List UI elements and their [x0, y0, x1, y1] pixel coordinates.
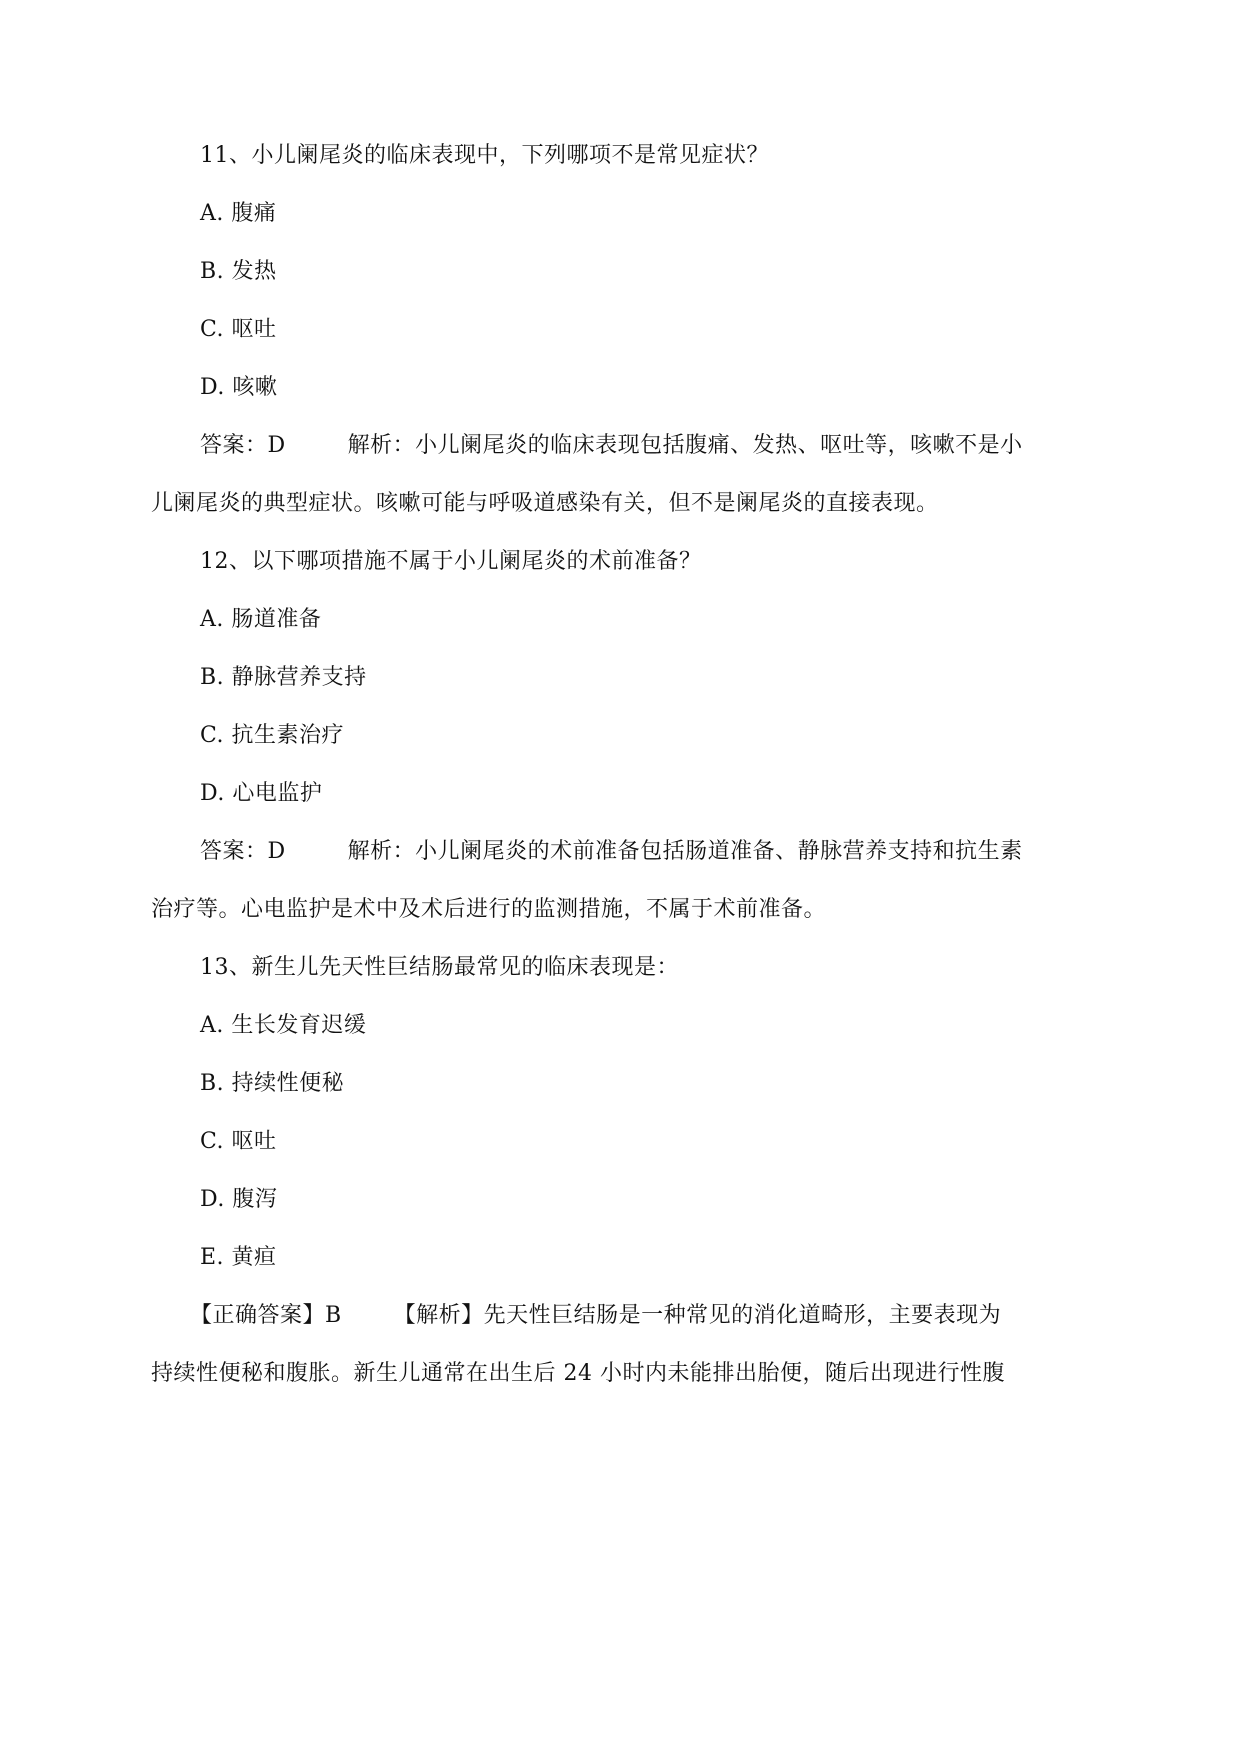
question-11-option-d: D. 咳嗽: [200, 375, 278, 400]
question-12-stem: 12、以下哪项措施不属于小儿阑尾炎的术前准备？: [200, 549, 702, 574]
question-11-option-c: C. 呕吐: [200, 317, 277, 342]
question-11-stem: 11、小儿阑尾炎的临床表现中，下列哪项不是常见症状？: [200, 143, 769, 168]
question-12-analysis-line1: 解析：小儿阑尾炎的术前准备包括肠道准备、静脉营养支持和抗生素: [347, 839, 1023, 864]
question-11-analysis-line2: 儿阑尾炎的典型症状。咳嗽可能与呼吸道感染有关，但不是阑尾炎的直接表现。: [151, 491, 939, 516]
question-13-analysis-line2: 持续性便秘和腹胀。新生儿通常在出生后 24 小时内未能排出胎便，随后出现进行性腹: [151, 1361, 1005, 1386]
question-12-answer: 答案：D: [200, 839, 286, 864]
question-11-option-b: B. 发热: [200, 259, 277, 284]
question-12-option-c: C. 抗生素治疗: [200, 723, 345, 748]
question-13-answer: 【正确答案】B: [190, 1303, 342, 1328]
question-11-option-a: A. 腹痛: [200, 201, 277, 226]
question-12-answer-row: [200, 837, 1023, 867]
question-11-answer-row: [200, 431, 1023, 461]
question-13-analysis-line1: 【解析】先天性巨结肠是一种常见的消化道畸形，主要表现为: [393, 1303, 1002, 1328]
question-12-option-d: D. 心电监护: [200, 781, 323, 806]
question-11-answer: 答案：D: [200, 433, 286, 458]
question-12-option-a: A. 肠道准备: [200, 607, 322, 632]
question-13-answer-row: [190, 1301, 1001, 1331]
question-13-option-c: C. 呕吐: [200, 1129, 277, 1154]
question-12-option-b: B. 静脉营养支持: [200, 665, 367, 690]
question-12-analysis-line2: 治疗等。心电监护是术中及术后进行的监测措施，不属于术前准备。: [151, 897, 827, 922]
question-13-option-d: D. 腹泻: [200, 1187, 278, 1212]
question-13-option-e: E. 黄疸: [200, 1245, 277, 1270]
question-13-option-b: B. 持续性便秘: [200, 1071, 345, 1096]
question-13-stem: 13、新生儿先天性巨结肠最常见的临床表现是：: [200, 955, 679, 980]
question-11-analysis-line1: 解析：小儿阑尾炎的临床表现包括腹痛、发热、呕吐等，咳嗽不是小: [347, 433, 1023, 458]
question-13-option-a: A. 生长发育迟缓: [200, 1013, 367, 1038]
